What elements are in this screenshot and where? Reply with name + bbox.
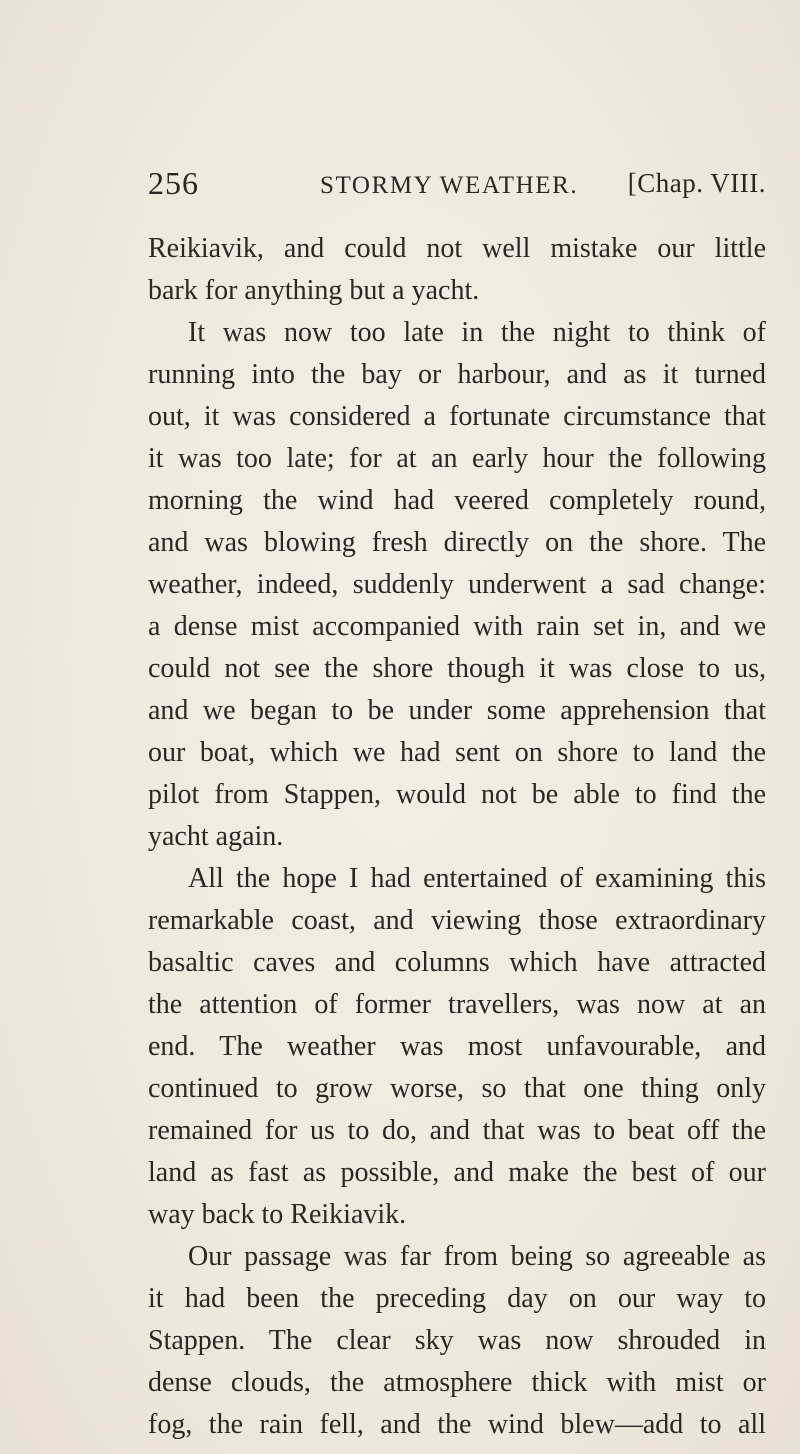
text-line: It was now too late in the night to think of (188, 317, 766, 348)
text-line: land as fast as possible, and make the best of our (148, 1157, 766, 1188)
text-line: continued to grow worse, so that one thing only (148, 1073, 766, 1104)
text-line: end. The weather was most unfavourable, and (148, 1031, 766, 1062)
text-line: bark for anything but a yacht. (148, 275, 480, 306)
text-line: it had been the preceding day on our way to (148, 1283, 766, 1314)
text-line: morning the wind had veered completely round, (148, 485, 766, 516)
text-line: pilot from Stappen, would not be able to find the (148, 779, 766, 810)
text-line: remarkable coast, and viewing those extraordinary (148, 905, 766, 936)
body-text (148, 228, 766, 1446)
text-line: basaltic caves and columns which have attracted (148, 947, 766, 978)
page-number: 256 (148, 165, 199, 201)
chapter-label: [Chap. VIII. (627, 168, 766, 198)
text-line: the attention of former travellers, was now at an (148, 989, 766, 1020)
running-title: STORMY WEATHER. (320, 172, 579, 199)
text-line: dense clouds, the atmosphere thick with mist or (148, 1367, 766, 1398)
text-line: All the hope I had entertained of examining this (188, 863, 766, 894)
text-line: and was blowing fresh directly on the shore. The (148, 527, 766, 558)
text-line: and we began to be under some apprehension that (148, 695, 766, 726)
text-line: way back to Reikiavik. (148, 1199, 407, 1230)
text-line: weather, indeed, suddenly underwent a sad change: (148, 569, 766, 600)
text-line: Our passage was far from being so agreeable as (188, 1241, 766, 1272)
text-line: out, it was considered a fortunate circumstance that (148, 401, 766, 432)
text-line: fog, the rain fell, and the wind blew—add to all (148, 1409, 766, 1440)
text-line: our boat, which we had sent on shore to land the (148, 737, 766, 768)
text-line: it was too late; for at an early hour the following (148, 443, 766, 474)
text-line: Stappen. The clear sky was now shrouded in (148, 1325, 766, 1356)
text-line: running into the bay or harbour, and as it turned (148, 359, 766, 390)
text-line: yacht again. (148, 821, 284, 852)
text-line: could not see the shore though it was close to us, (148, 653, 766, 684)
text-line: Reikiavik, and could not well mistake our little (148, 233, 766, 264)
text-line: a dense mist accompanied with rain set in, and we (148, 611, 766, 642)
running-head (148, 165, 766, 205)
text-line: remained for us to do, and that was to beat off the (148, 1115, 766, 1146)
